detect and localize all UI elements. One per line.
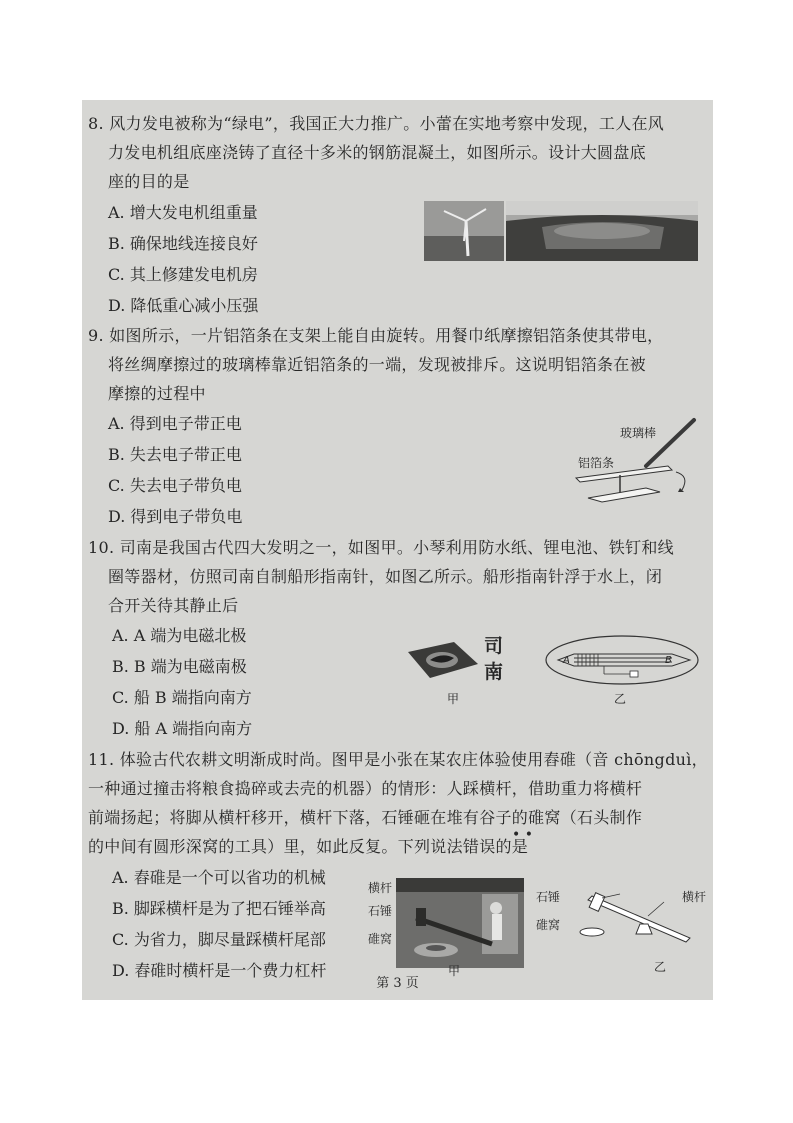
q11-label-hammer: 石锤 [368, 904, 393, 918]
q9-stem-line3: 摩擦的过程中 [108, 384, 206, 403]
q10-label-yi: 乙 [614, 692, 627, 706]
q8-option-d: D. 降低重心减小压强 [108, 296, 259, 315]
q9-label-glass-rod: 玻璃棒 [620, 426, 657, 440]
q9-label-foil-strip: 铝箔条 [578, 456, 615, 470]
q10-stem-line2: 圈等器材，仿照司南自制船形指南针，如图乙所示。船形指南针浮于水上，闭 [108, 567, 663, 586]
q8-option-c: C. 其上修建发电机房 [108, 265, 258, 284]
q9-stem-line2: 将丝绸摩擦过的玻璃棒靠近铝箔条的一端，发现被排斥。这说明铝箔条在被 [108, 355, 646, 374]
q10-label-nan: 南 [484, 661, 504, 683]
q8-stem-line2: 力发电机组底座浇铸了直径十多米的钢筋混凝土，如图所示。设计大圆盘底 [108, 143, 646, 162]
q8-stem-line1: 8. 风力发电被称为“绿电”，我国正大力推广。小蕾在实地考察中发现，工人在风 [88, 114, 665, 133]
q11-emphasis-dots: • • [512, 827, 533, 843]
q11-label-mortar: 碓窝 [368, 932, 393, 946]
q9-stem-line1: 9. 如图所示，一片铝箔条在支架上能自由旋转。用餐巾纸摩擦铝箔条使其带电， [88, 326, 664, 345]
q11-stem-line4: 的中间有圆形深窝的工具）里，如此反复。下列说法错误的是 [88, 837, 529, 856]
q10-stem-line3: 合开关待其静止后 [108, 596, 239, 615]
q8-wind-turbine-photo [424, 201, 698, 261]
page-number: 第 3 页 [376, 976, 419, 991]
q11-label-hammer2: 石锤 [536, 890, 561, 904]
q11-label-mortar2: 碓窝 [536, 918, 561, 932]
q11-pestle-photo [396, 878, 524, 968]
q9-option-a: A. 得到电子带正电 [108, 414, 242, 433]
exam-page [82, 100, 713, 1000]
q10-option-d: D. 船 A 端指向南方 [112, 719, 253, 738]
q11-stem-line3: 前端扬起；将脚从横杆移开，横杆下落，石锤砸在堆有谷子的碓窝（石头制作 [88, 808, 643, 827]
q11-label-beam: 横杆 [368, 881, 393, 895]
q10-stem-line1: 10. 司南是我国古代四大发明之一，如图甲。小琴利用防水纸、锂电池、铁钉和线 [88, 538, 674, 557]
q8-stem-line3: 座的目的是 [108, 172, 190, 191]
q10-label-a: A [563, 655, 570, 666]
q11-stem-line1: 11. 体验古代农耕文明渐成时尚。图甲是小张在某农庄体验使用舂碓（音 chōngduì， [88, 750, 708, 769]
q8-option-b: B. 确保地线连接良好 [108, 234, 258, 253]
q11-option-c: C. 为省力，脚尽量踩横杆尾部 [112, 930, 326, 949]
q11-label-beam2: 横杆 [682, 890, 707, 904]
q10-label-si: 司 [484, 635, 504, 657]
q11-option-d: D. 舂碓时横杆是一个费力杠杆 [112, 961, 327, 980]
q10-option-a: A. A 端为电磁北极 [112, 626, 247, 645]
q11-stem-line2: 一种通过撞击将粮食捣碎或去壳的机器）的情形：人踩横杆，借助重力将横杆 [88, 779, 643, 798]
q11-label-yi: 乙 [654, 960, 667, 974]
q10-label-jia: 甲 [447, 692, 460, 706]
q10-option-b: B. B 端为电磁南极 [112, 657, 247, 676]
q9-option-b: B. 失去电子带正电 [108, 445, 242, 464]
q10-option-c: C. 船 B 端指向南方 [112, 688, 252, 707]
q10-label-b: B [665, 655, 672, 666]
q9-option-d: D. 得到电子带负电 [108, 507, 243, 526]
q9-option-c: C. 失去电子带负电 [108, 476, 242, 495]
q11-option-b: B. 脚踩横杆是为了把石锤举高 [112, 899, 326, 918]
q10-sinan-compass-image [404, 638, 480, 682]
q8-option-a: A. 增大发电机组重量 [108, 203, 258, 222]
q11-option-a: A. 舂碓是一个可以省功的机械 [112, 868, 326, 887]
q11-label-jia: 甲 [448, 964, 461, 978]
